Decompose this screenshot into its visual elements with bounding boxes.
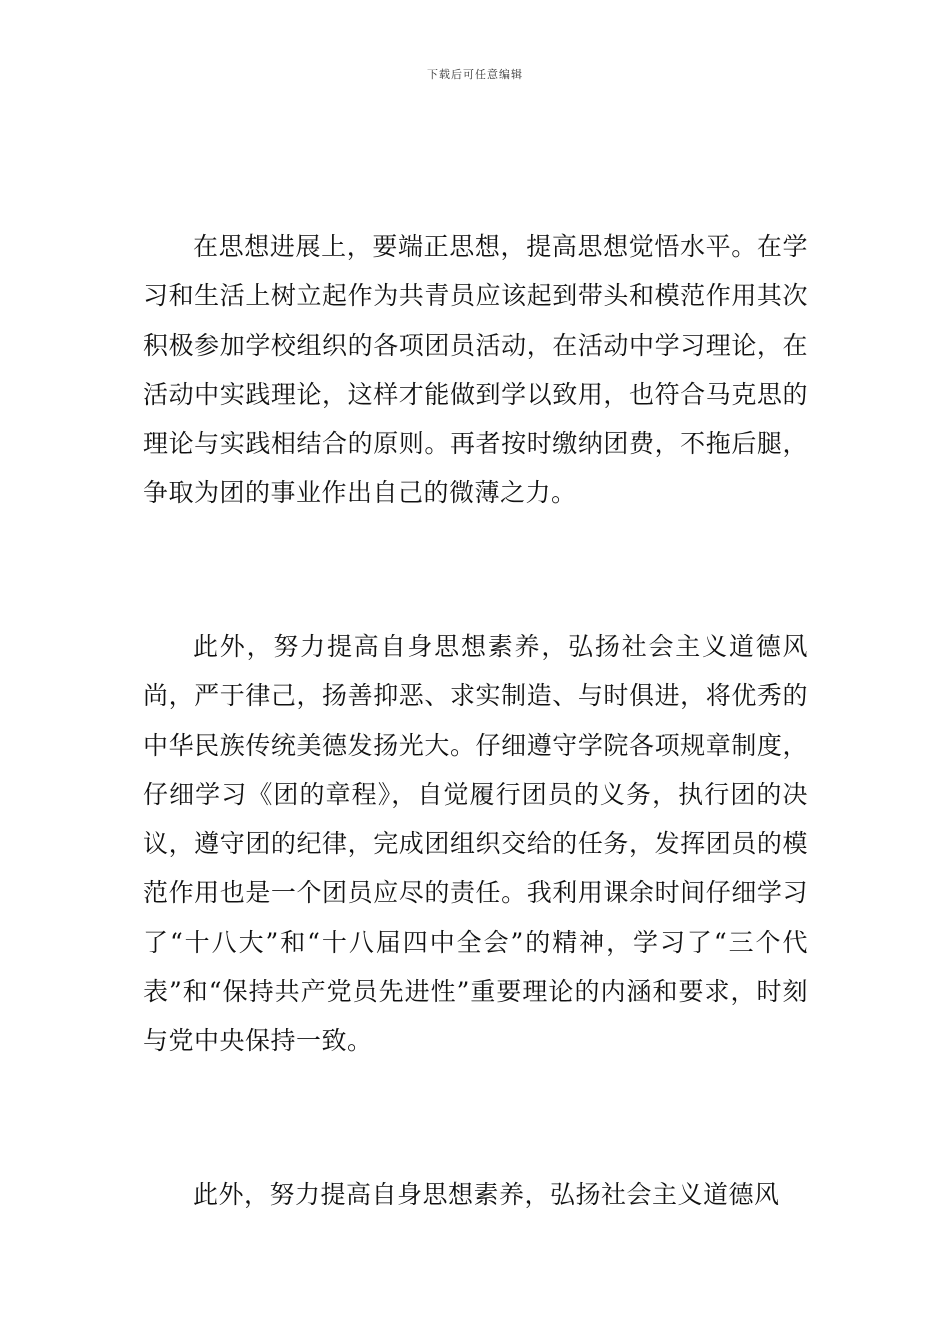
body-paragraph: 此外，努力提高自身思想素养，弘扬社会主义道德风尚，严于律己，扬善抑恶、求实制造、与时俱进，将优秀的中华民族传统美德发扬光大。仔细遵守学院各项规章制度，仔细学习《团的章程》，自觉履行团员的义务，执行团的决议，遵守团的纪律，完成团组织交给的任务，发挥团员的模范作用也是一个团员应尽的责任。我利用课余时间仔细学习了“十八大”和“十八届四中全会”的精神，学习了“三个代表”和“保持共产党员先进性”重要理论的内涵和要求，时刻与党中央保持一致。: [143, 632, 808, 1056]
body-paragraph: 此外，努力提高自身思想素养，弘扬社会主义道德风: [193, 1180, 780, 1209]
header-note: 下载后可任意编辑: [427, 68, 523, 81]
body-paragraph: 在思想进展上，要端正思想，提高思想觉悟水平。在学习和生活上树立起作为共青员应该起到带头和模范作用其次积极参加学校组织的各项团员活动，在活动中学习理论，在活动中实践理论，这样才能做到学以致用，也符合马克思的理论与实践相结合的原则。再者按时缴纳团费，不拖后腿，争取为团的事业作出自己的微薄之力。: [143, 232, 808, 508]
